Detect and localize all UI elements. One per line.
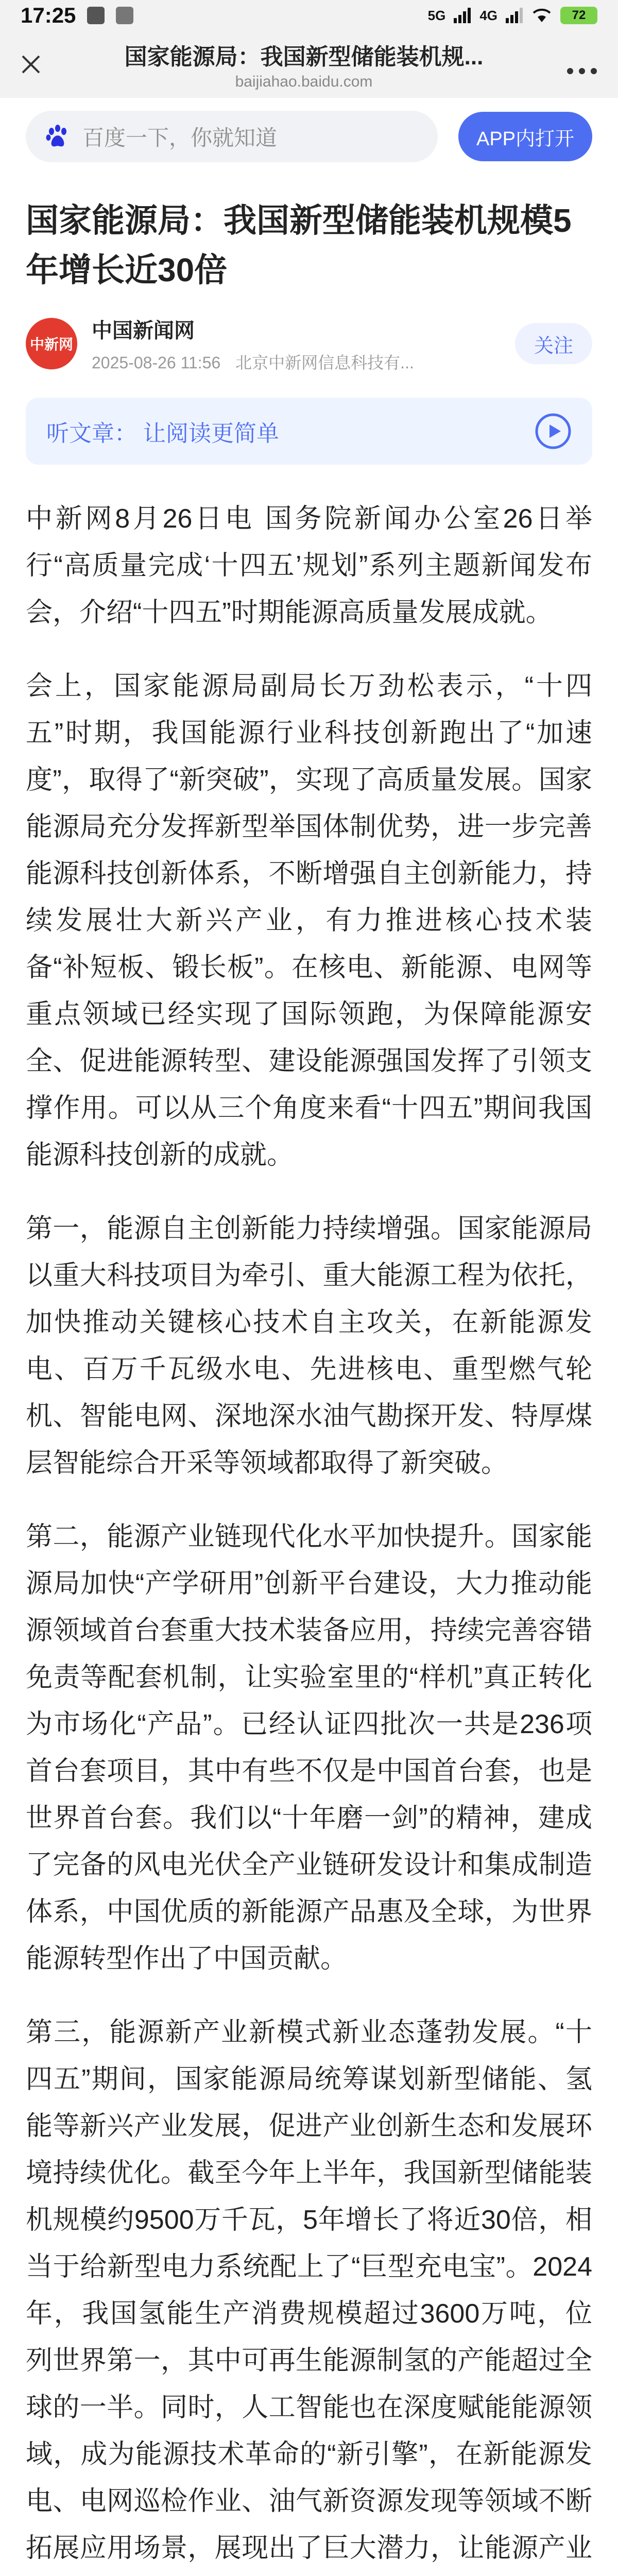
author-org: 北京中新网信息科技有... — [235, 353, 414, 372]
listen-label: 听文章： — [46, 421, 137, 446]
search-input[interactable] — [26, 111, 438, 162]
signal-icon-2 — [506, 8, 523, 23]
paragraph: 会上，国家能源局副局长万劲松表示，“十四五”时期，我国能源行业科技创新跑出了“加速度”，取得了“新突破”，实现了高质量发展。国家能源局充分发挥新型举国体制优势，进一步完善能源科技创新体系，不断增强自主创新能力，持续发展壮大新兴产业，有力推进核心技术装备“补短板、锻长板”。在核电、新能源、电网等重点领域已经实现了国际领跑，为保障能源安全、促进能源转型、建设能源强国发挥了引领支撑作用。可以从三个角度来看“十四五”期间我国能源科技创新的成就。 — [26, 671, 592, 1170]
search-placeholder: 百度一下，你就知道 — [82, 126, 278, 150]
article-body — [26, 496, 592, 2576]
listen-article-bar[interactable] — [26, 398, 592, 465]
app-notification-icon — [116, 7, 133, 24]
publish-date: 2025-08-26 11:56 — [92, 353, 221, 372]
article-headline: 国家能源局：我国新型储能装机规模5年增长近30倍 — [26, 202, 572, 289]
search-row — [0, 98, 618, 175]
follow-button[interactable]: 关注 — [515, 323, 592, 364]
notification-icon — [87, 7, 105, 24]
paragraph: 第二，能源产业链现代化水平加快提升。国家能源局加快“产学研用”创新平台建设，大力推动能源领域首台套重大技术装备应用，持续完善容错免责等配套机制，让实验室里的“样机”真正转化为市场化“产品”。已经认证四批次一共是236项首台套项目，其中有些不仅是中国首台套，也是世界首台套。我们以“十年磨一剑”的精神，建成了完备的风电光伏全产业链研发设计和集成制造体系，中国优质的新能源产品惠及全球，为世界能源转型作出了中国贡献。 — [26, 1522, 592, 1974]
author-name[interactable]: 中国新闻网 — [92, 319, 195, 342]
wifi-icon — [531, 8, 552, 23]
battery-indicator: 72 — [560, 7, 597, 24]
network-indicator: 5G — [427, 7, 446, 23]
play-icon[interactable] — [535, 413, 572, 450]
close-icon — [21, 54, 41, 75]
more-button[interactable] — [561, 48, 603, 81]
baidu-paw-icon — [44, 123, 71, 150]
author-info — [92, 314, 515, 374]
close-button[interactable] — [15, 49, 46, 80]
page-domain: baijiahao.baidu.com — [235, 73, 373, 90]
author-row — [26, 315, 592, 372]
paragraph: 中新网8月26日电 国务院新闻办公室26日举行“高质量完成‘十四五’规划”系列主题新闻发布会，介绍“十四五”时期能源高质量发展成就。 — [26, 504, 592, 628]
nav-titles — [46, 38, 561, 91]
article — [0, 196, 618, 2576]
top-nav — [0, 31, 618, 98]
paragraph: 第一，能源自主创新能力持续增强。国家能源局以重大科技项目为牵引、重大能源工程为依托，加快推动关键核心技术自主攻关，在新能源发电、百万千瓦级水电、先进核电、重型燃气轮机、智能电网、深地深水油气勘探开发、特厚煤层智能综合开采等领域都取得了新突破。 — [26, 1214, 592, 1478]
author-meta — [92, 350, 515, 374]
avatar[interactable]: 中新网 — [26, 318, 77, 369]
page-title: 国家能源局：我国新型储能装机规... — [124, 44, 484, 70]
network-indicator-2: 4G — [479, 7, 497, 23]
open-in-app-button[interactable]: APP内打开 — [458, 112, 592, 161]
paragraph: 第三，能源新产业新模式新业态蓬勃发展。“十四五”期间，国家能源局统筹谋划新型储能、氢能等新兴产业发展，促进产业创新生态和发展环境持续优化。截至今年上半年，我国新型储能装机规模约9500万千瓦，5年增长了将近30倍，相当于给新型电力系统配上了“巨型充电宝”。2024年，我国氢能生产消费规模超过3600万吨，位列世界第一，其中可再生能源制氢的产能超过全球的一半。同时，人工智能也在深度赋能能源领域，成为能源技术革命的“新引擎”，在新能源发电、电网巡检作业、油气新资源发现等领域不断拓展应用场景，展现出了巨大潜力，让能源产业 — [26, 2018, 592, 2563]
more-icon — [566, 67, 597, 75]
status-bar — [0, 0, 618, 31]
clock: 17:25 — [21, 3, 76, 27]
listen-hint: 让阅读更简单 — [143, 421, 279, 446]
signal-icon — [454, 8, 471, 23]
